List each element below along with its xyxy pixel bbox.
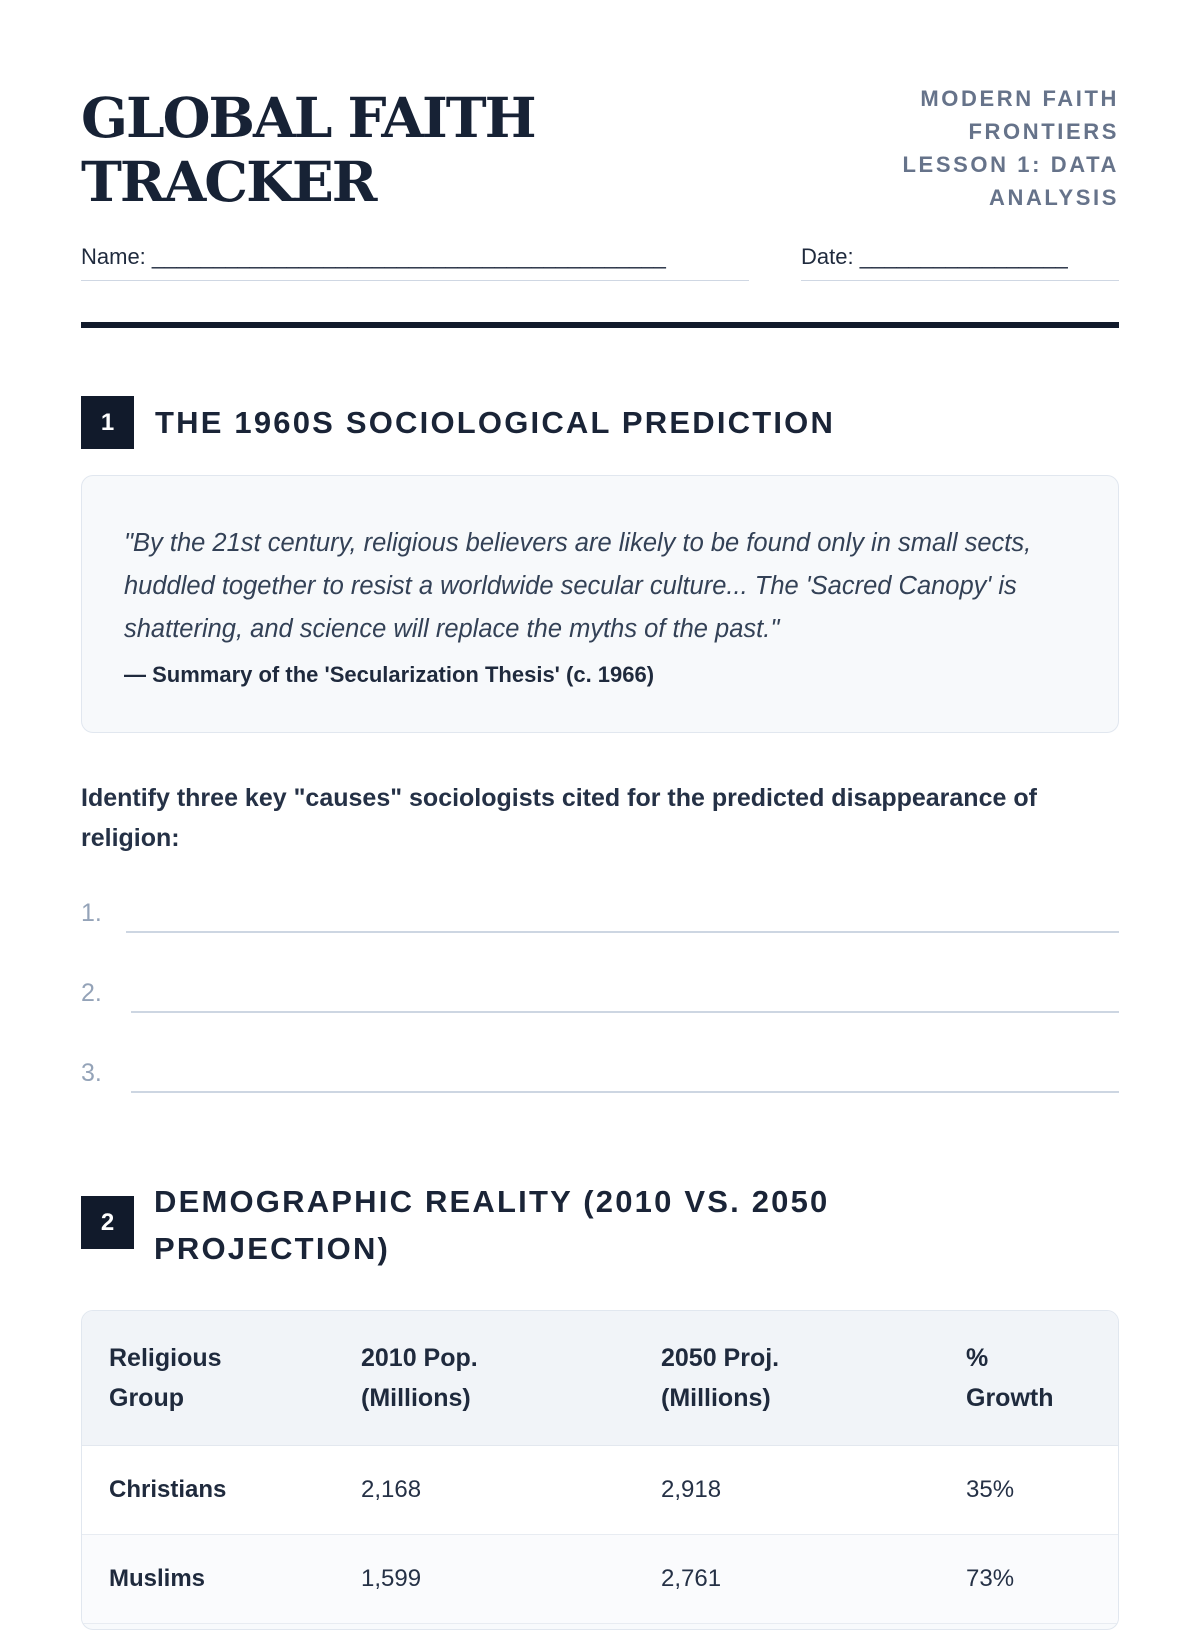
table-row bbox=[82, 1445, 1118, 1534]
table-row bbox=[82, 1534, 1118, 1623]
worksheet-header bbox=[81, 0, 1119, 330]
header-line: Growth bbox=[966, 1383, 1054, 1412]
meta-line: MODERN FAITH bbox=[920, 86, 1119, 111]
answer-number: 2. bbox=[81, 979, 102, 1007]
header-line: 2010 Pop. bbox=[361, 1343, 478, 1372]
question-text: Identify three key "causes" sociologists cited for the predicted disappearance of religion: bbox=[81, 784, 1037, 852]
data-table bbox=[82, 1311, 1118, 1624]
section-1-heading bbox=[81, 396, 835, 449]
date-field[interactable] bbox=[801, 240, 1119, 281]
meta-line: ANALYSIS bbox=[988, 185, 1119, 210]
table-header-row bbox=[82, 1311, 1118, 1445]
table-cell: 35% bbox=[939, 1445, 1118, 1534]
section-title bbox=[154, 1178, 829, 1272]
meta-line: FRONTIERS bbox=[968, 119, 1119, 144]
header-line: (Millions) bbox=[661, 1383, 771, 1412]
section-2-heading bbox=[81, 1178, 829, 1272]
title-line-1: GLOBAL FAITH bbox=[81, 85, 535, 150]
table-cell-group: Christians bbox=[82, 1445, 334, 1534]
table-cell-group: Muslims bbox=[82, 1534, 334, 1623]
answer-line-2[interactable] bbox=[81, 973, 1119, 1013]
demographics-table bbox=[81, 1310, 1119, 1630]
section-number-badge: 1 bbox=[81, 396, 134, 449]
answer-number: 1. bbox=[81, 899, 102, 927]
name-label: Name: bbox=[81, 244, 146, 269]
quote-attribution: — Summary of the 'Secularization Thesis' (c. 1966) bbox=[124, 662, 655, 687]
quote-box bbox=[81, 475, 1119, 733]
title-line-2: TRACKER bbox=[81, 149, 376, 214]
section-title-line-1: DEMOGRAPHIC REALITY (2010 VS. 2050 bbox=[154, 1184, 830, 1219]
name-field[interactable] bbox=[81, 240, 749, 281]
section-number-badge: 2 bbox=[81, 1196, 134, 1249]
table-cell: 2,761 bbox=[634, 1534, 939, 1623]
column-header bbox=[334, 1311, 634, 1445]
answer-rule bbox=[131, 1091, 1119, 1093]
header-line: Religious bbox=[109, 1343, 222, 1372]
meta-line: LESSON 1: DATA bbox=[902, 152, 1119, 177]
table-cell: 73% bbox=[939, 1534, 1118, 1623]
header-line: Group bbox=[109, 1383, 184, 1412]
header-line: 2050 Proj. bbox=[661, 1343, 780, 1372]
answer-rule bbox=[131, 1011, 1119, 1013]
table-cell: 2,918 bbox=[634, 1445, 939, 1534]
header-line: % bbox=[966, 1343, 989, 1372]
answer-line-3[interactable] bbox=[81, 1053, 1119, 1093]
answer-rule bbox=[126, 931, 1119, 933]
column-header bbox=[634, 1311, 939, 1445]
header-line: (Millions) bbox=[361, 1383, 471, 1412]
table-cell: 2,168 bbox=[334, 1445, 634, 1534]
name-blank: __________________________________________ bbox=[151, 244, 666, 269]
date-blank: _________________ bbox=[859, 244, 1068, 269]
column-header bbox=[939, 1311, 1118, 1445]
section-title-line-2: PROJECTION) bbox=[154, 1231, 391, 1266]
course-meta bbox=[859, 82, 1119, 214]
answer-number: 3. bbox=[81, 1059, 102, 1087]
answer-line-1[interactable] bbox=[81, 893, 1119, 933]
section-title: THE 1960S SOCIOLOGICAL PREDICTION bbox=[155, 405, 836, 440]
date-label: Date: bbox=[801, 244, 854, 269]
header-divider bbox=[81, 322, 1119, 328]
quote-text: "By the 21st century, religious believers are likely to be found only in small sects, huddled together to resist a worldwide secular culture... The 'Sacred Canopy' is shattering, and science will replace the myths of the past." bbox=[124, 529, 1032, 643]
column-header bbox=[82, 1311, 334, 1445]
table-cell: 1,599 bbox=[334, 1534, 634, 1623]
worksheet-title bbox=[81, 86, 641, 214]
